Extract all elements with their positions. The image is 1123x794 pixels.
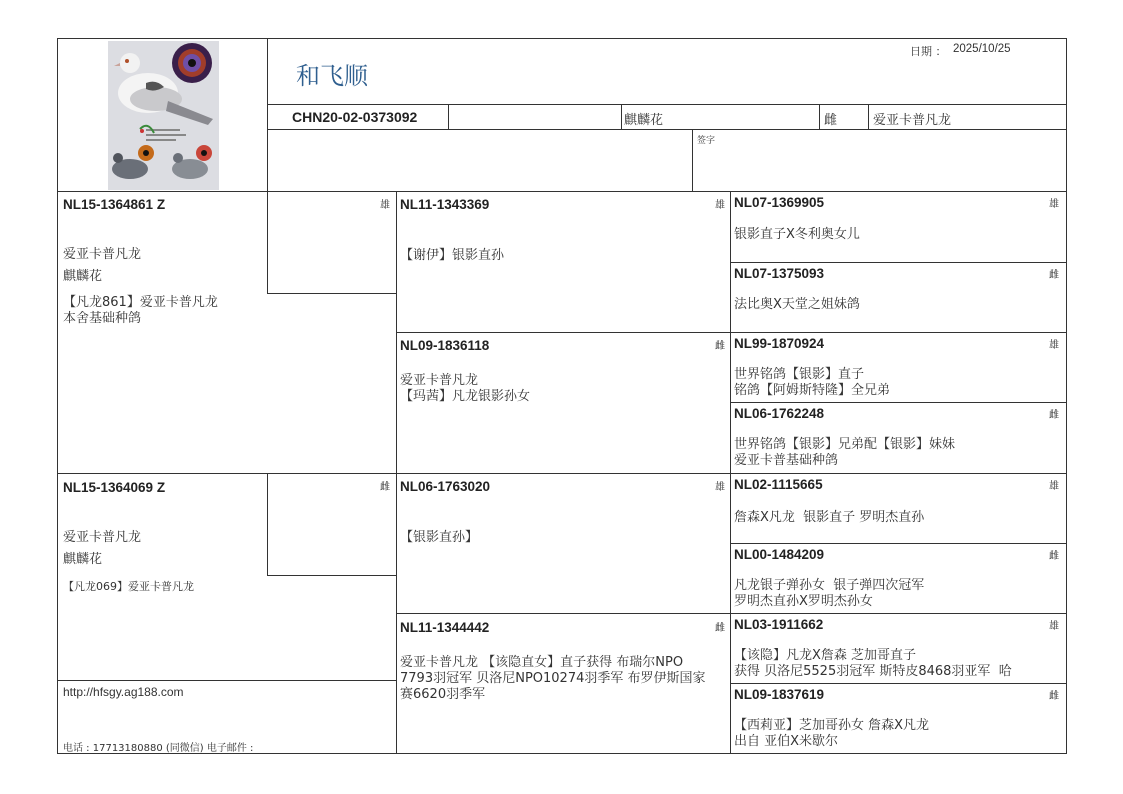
parent1-box-line bbox=[267, 191, 268, 294]
great-grandparent-ring: NL03-1911662 bbox=[734, 617, 824, 632]
header-row-line-1 bbox=[267, 104, 1067, 105]
grandparent-sex: 雄 bbox=[715, 200, 725, 211]
header-bottom-line bbox=[57, 191, 1067, 192]
date-label: 日期 ： bbox=[910, 45, 947, 58]
mid-line bbox=[57, 473, 1067, 474]
subject-ring: CHN20-02-0373092 bbox=[292, 109, 418, 125]
grandparent-sex: 雌 bbox=[715, 623, 725, 634]
parent1-box-line bbox=[267, 293, 397, 294]
grandparent-ring: NL09-1836118 bbox=[400, 338, 490, 353]
header-cell-line bbox=[621, 104, 622, 130]
dam-color: 麒麟花 bbox=[63, 552, 103, 567]
sire-color: 麒麟花 bbox=[63, 269, 103, 284]
great-grandparent-sex: 雄 bbox=[1049, 621, 1059, 632]
ggp-line bbox=[730, 683, 1067, 684]
great-grandparent-sex: 雄 bbox=[1049, 199, 1059, 210]
great-grandparent-ring: NL06-1762248 bbox=[734, 406, 825, 421]
header-row-line-2 bbox=[267, 129, 1067, 130]
subject-color: 麒麟花 bbox=[624, 113, 664, 128]
gp-line-1 bbox=[396, 332, 1067, 333]
great-grandparent-desc: 凡龙银子弹孙女 银子弹四次冠军 罗明杰直孙X罗明杰孙女 bbox=[734, 578, 925, 609]
dam-strain: 爱亚卡普凡龙 bbox=[63, 530, 142, 545]
grandparent-sex: 雄 bbox=[715, 482, 725, 493]
loft-title: 和飞顺 bbox=[296, 62, 368, 90]
sire-sex: 雄 bbox=[380, 200, 390, 211]
great-grandparent-ring: NL02-1115665 bbox=[734, 477, 823, 492]
great-grandparent-ring: NL09-1837619 bbox=[734, 687, 825, 702]
border-right bbox=[1066, 38, 1067, 754]
date-value: 2025/10/25 bbox=[953, 43, 1011, 55]
grandparent-ring: NL11-1343369 bbox=[400, 197, 490, 212]
grandparent-ring: NL06-1763020 bbox=[400, 479, 491, 494]
great-grandparent-ring: NL99-1870924 bbox=[734, 336, 825, 351]
header-divider bbox=[267, 38, 268, 192]
great-grandparent-ring: NL00-1484209 bbox=[734, 547, 825, 562]
ggp-line bbox=[730, 402, 1067, 403]
great-grandparent-ring: NL07-1369905 bbox=[734, 195, 825, 210]
pigeon-photo bbox=[108, 41, 219, 190]
website-link[interactable]: http://hfsgy.ag188.com bbox=[63, 685, 184, 699]
parent2-box-line bbox=[267, 575, 397, 576]
sign-label: 签字 bbox=[697, 136, 716, 146]
grandparent-desc: 爱亚卡普凡龙 【玛茜】凡龙银影孙女 bbox=[400, 373, 531, 404]
header-cell-line bbox=[819, 104, 820, 130]
great-grandparent-sex: 雄 bbox=[1049, 481, 1059, 492]
great-grandparent-desc: 詹森X凡龙 银影直子 罗明杰直孙 bbox=[734, 510, 925, 525]
great-grandparent-desc: 世界铭鸽【银影】兄弟配【银影】妹妹 爱亚卡普基础种鸽 bbox=[734, 437, 956, 468]
great-grandparent-sex: 雌 bbox=[1049, 691, 1059, 702]
ggp-line bbox=[730, 543, 1067, 544]
grandparent-desc: 爱亚卡普凡龙 【该隐直女】直子获得 布瑞尔NPO 7793羽冠军 贝洛尼NPO10274羽季军 布罗伊斯国家赛6620羽季军 bbox=[400, 655, 706, 702]
parent2-box-line bbox=[267, 473, 268, 576]
border-left bbox=[57, 38, 58, 754]
header-cell-line bbox=[448, 104, 449, 130]
grandparent-desc: 【谢伊】银影直孙 bbox=[400, 248, 505, 263]
dam-ring: NL15-1364069 Z bbox=[63, 480, 166, 495]
dam-sex: 雌 bbox=[380, 482, 390, 493]
great-grandparent-ring: NL07-1375093 bbox=[734, 266, 825, 281]
ggp-line bbox=[730, 262, 1067, 263]
sire-strain: 爱亚卡普凡龙 bbox=[63, 247, 142, 262]
great-grandparent-sex: 雌 bbox=[1049, 270, 1059, 281]
grandparent-ring: NL11-1344442 bbox=[400, 620, 490, 635]
sire-note: 【凡龙861】爱亚卡普凡龙 本舍基础种鸽 bbox=[63, 295, 218, 326]
gp-line-2 bbox=[396, 613, 1067, 614]
contact-info: 电话 : 17713180880 (同微信) 电子邮件 : bbox=[63, 743, 254, 754]
grandparent-sex: 雌 bbox=[715, 341, 725, 352]
great-grandparent-sex: 雌 bbox=[1049, 551, 1059, 562]
sign-divider bbox=[692, 129, 693, 192]
subject-sex: 雌 bbox=[824, 113, 838, 128]
sire-ring: NL15-1364861 Z bbox=[63, 197, 166, 212]
header-cell-line bbox=[868, 104, 869, 130]
dam-note: 【凡龙069】爱亚卡普凡龙 bbox=[63, 580, 194, 593]
grandparent-desc: 【银影直孙】 bbox=[400, 530, 479, 545]
border-top bbox=[57, 38, 1067, 39]
great-grandparent-desc: 银影直子X冬利奥女儿 bbox=[734, 227, 860, 242]
great-grandparent-desc: 世界铭鸽【银影】直子 铭鸽【阿姆斯特隆】全兄弟 bbox=[734, 367, 891, 398]
subject-strain: 爱亚卡普凡龙 bbox=[873, 113, 952, 128]
great-grandparent-desc: 【该隐】凡龙X詹森 芝加哥直子 获得 贝洛尼5525羽冠军 斯特皮8468羽亚军 哈 bbox=[734, 648, 1012, 679]
great-grandparent-sex: 雄 bbox=[1049, 340, 1059, 351]
footer-line bbox=[57, 680, 397, 681]
pigeon-illustration-icon bbox=[108, 41, 219, 190]
great-grandparent-desc: 【西莉亚】芝加哥孙女 詹森X凡龙 出自 亚伯X米歇尔 bbox=[734, 718, 930, 749]
great-grandparent-desc: 法比奥X天堂之姐妹鸽 bbox=[734, 297, 860, 312]
great-grandparent-sex: 雌 bbox=[1049, 410, 1059, 421]
